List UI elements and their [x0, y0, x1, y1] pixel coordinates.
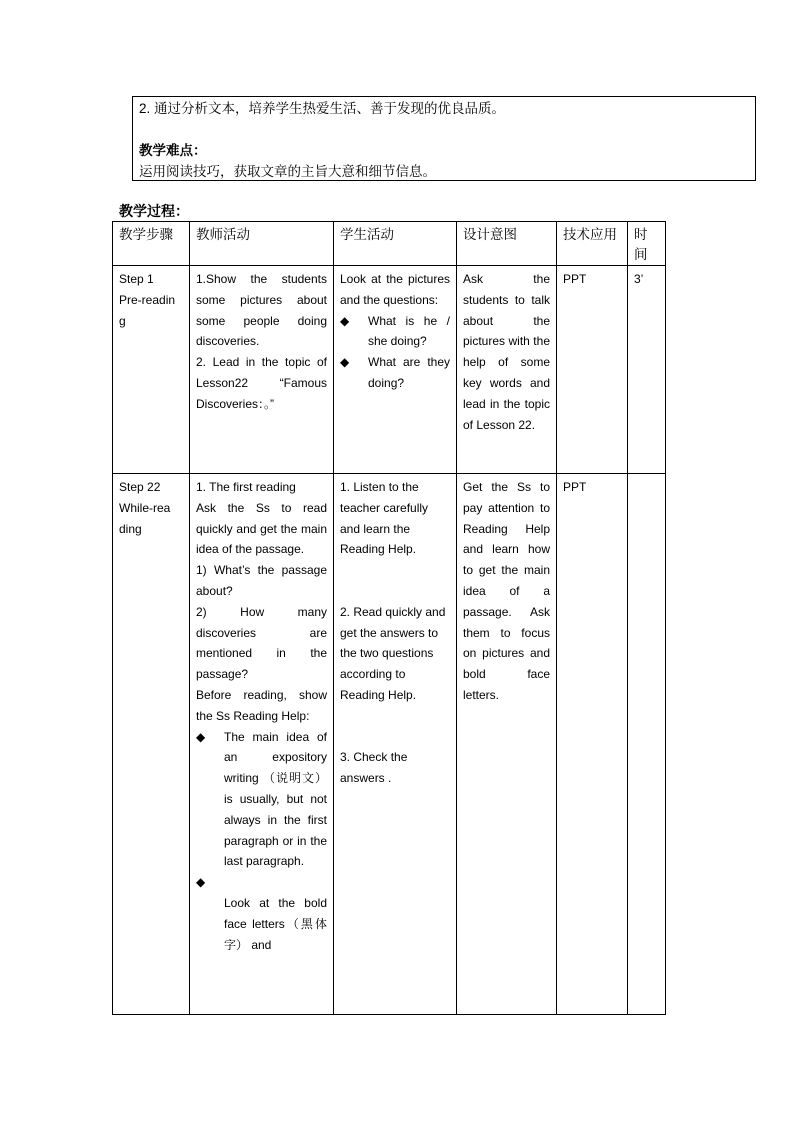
time-cell [628, 474, 666, 1015]
student-activity-cell [334, 474, 457, 1015]
step-cell [113, 266, 190, 474]
teacher-question: 2) How many discoveries are mentioned in the passage? [196, 604, 327, 682]
bullet-item [196, 872, 327, 955]
bullet-text: What is he / she doing? [368, 313, 450, 349]
tech-cell: PPT [557, 474, 628, 1015]
table-row [113, 474, 666, 1015]
header-tech: 技术应用 [557, 222, 628, 266]
objective-item-2: 2. 通过分析文本，培养学生热爱生活、善于发现的优良品质。 [139, 101, 506, 116]
student-paragraph: 3. Check the answers . [340, 750, 408, 786]
objectives-box [132, 96, 756, 181]
diamond-bullet-icon: ◆ [196, 875, 206, 890]
student-paragraph: Look at the pictures and the questions: [340, 272, 450, 307]
teacher-paragraph: 1. The first reading [196, 480, 296, 494]
header-teacher: 教师活动 [190, 222, 334, 266]
step-line: g [119, 313, 126, 328]
time-cell: 3’ [628, 266, 666, 474]
tech-cell: PPT [557, 266, 628, 474]
teacher-activity-cell [190, 474, 334, 1015]
diamond-bullet-icon: ◆ [340, 313, 350, 328]
student-paragraph: 1. Listen to the teacher carefully and learn the Reading Help. [340, 480, 429, 557]
teacher-activity-cell [190, 266, 334, 474]
objectives-spacer [139, 119, 749, 140]
teaching-process-table [112, 221, 666, 1015]
difficulty-text: 运用阅读技巧，获取文章的主旨大意和细节信息。 [139, 164, 436, 179]
table-header-row [113, 222, 666, 266]
process-title: 教学过程： [119, 203, 189, 219]
teacher-paragraph: 2. Lead in the topic of Lesson22 “Famous Discoveries：。” [196, 355, 327, 411]
diamond-bullet-icon: ◆ [196, 729, 206, 744]
bullet-text: The main idea of an expository writing （说明文） is usually, but not always in the first paragraph or in the last paragraph. [224, 729, 327, 869]
student-activity-cell [334, 266, 457, 474]
teacher-paragraph: 1.Show the students some pictures about some people doing discoveries. [196, 272, 327, 349]
teacher-question: 1) What’s the passage about? [196, 563, 327, 598]
difficulty-heading: 教学难点： [139, 143, 207, 158]
header-student: 学生活动 [334, 222, 457, 266]
teacher-paragraph: Ask the Ss to read quickly and get the main idea of the passage. [196, 500, 327, 557]
bullet-item [196, 727, 327, 873]
step-line: Pre-readin [119, 292, 176, 307]
teacher-paragraph: Before reading, show the Ss Reading Help: [196, 687, 327, 723]
header-step: 教学步骤 [113, 222, 190, 266]
step-line: Step 22 [119, 480, 161, 494]
step-line: ding [119, 521, 142, 536]
bullet-item [340, 311, 450, 353]
header-time: 时间 [628, 222, 666, 266]
table-row [113, 266, 666, 474]
bullet-item [340, 352, 450, 394]
step-cell [113, 474, 190, 1015]
student-paragraph: 2. Read quickly and get the answers to the two questions according to Reading Help. [340, 604, 446, 702]
design-intent-cell: Get the Ss to pay attention to Reading Help and learn how to get the main idea of a passage. Ask them to focus on pictures and bold face letters. [457, 474, 557, 1015]
bullet-text: Look at the bold face letters（黑体字） and [224, 895, 327, 952]
step-line: Step 1 [119, 272, 154, 286]
bullet-text: What are they doing? [368, 355, 450, 390]
diamond-bullet-icon: ◆ [340, 355, 350, 370]
design-intent-cell: Ask the students to talk about the pictures with the help of some key words and lead in the topic of Lesson 22. [457, 266, 557, 474]
header-design: 设计意图 [457, 222, 557, 266]
step-line: While-rea [119, 500, 171, 515]
